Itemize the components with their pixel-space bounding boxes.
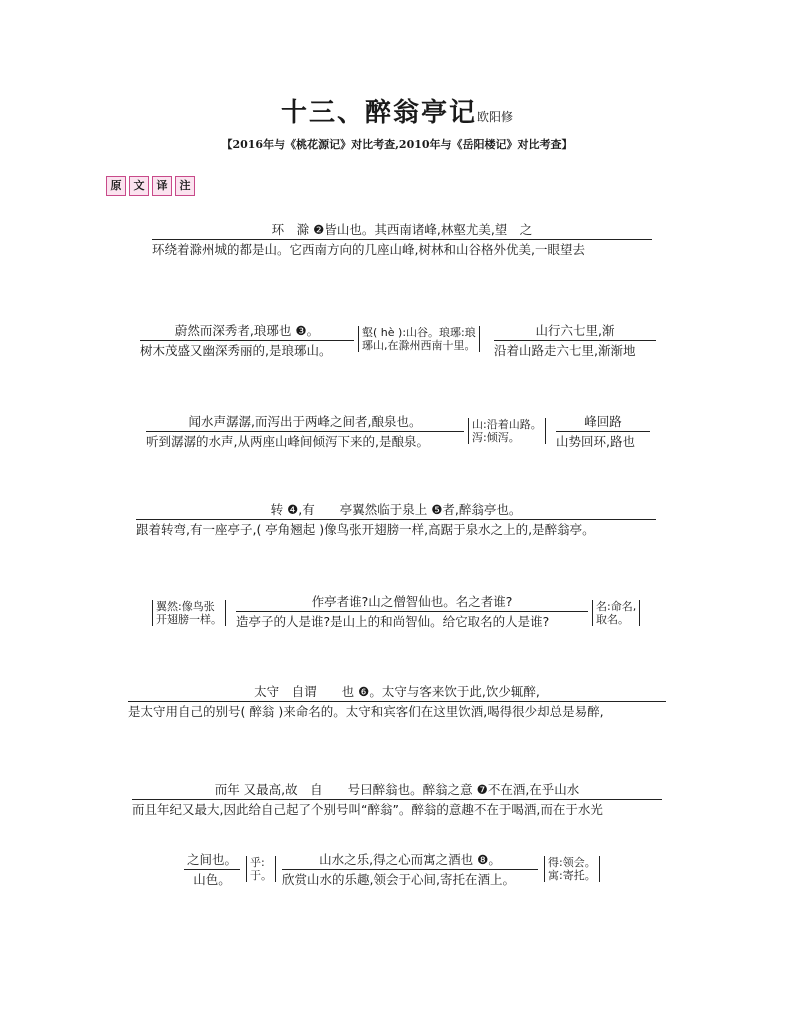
section-tags bbox=[106, 176, 195, 196]
divider bbox=[152, 239, 652, 240]
translation-text: 造亭子的人是谁?是山上的和尚智仙。给它取名的人是谁? bbox=[236, 614, 550, 629]
note-line: 得:领会。 bbox=[548, 856, 596, 869]
tag-yi: 译 bbox=[152, 176, 172, 196]
original-text: 峰回路 bbox=[584, 414, 622, 429]
annotation-note bbox=[468, 418, 546, 444]
title-text: 十三、醉翁亭记 bbox=[280, 98, 477, 128]
passage-block bbox=[282, 852, 538, 888]
tag-wen: 文 bbox=[129, 176, 149, 196]
divider bbox=[494, 340, 656, 341]
translation-text: 听到潺潺的水声,从两座山峰间倾泻下来的,是酿泉。 bbox=[146, 434, 429, 449]
original-text: 闻水声潺潺,而泻出于两峰之间者,酿泉也。 bbox=[188, 414, 422, 429]
original-text: 之间也。 bbox=[186, 852, 237, 867]
annotation-note bbox=[152, 600, 226, 626]
passage-block bbox=[236, 594, 588, 630]
passage-block bbox=[136, 502, 656, 538]
passage-block bbox=[556, 414, 650, 450]
translation-text: 是太守用自己的别号( 醉翁 )来命名的。太守和宾客们在这里饮酒,喝得很少却总是易醉, bbox=[128, 704, 604, 719]
translation-text: 环绕着滁州城的都是山。它西南方向的几座山峰,树林和山谷格外优美,一眼望去 bbox=[152, 242, 585, 257]
passage-block bbox=[128, 684, 666, 720]
original-text: 而年 又最高,故 自 号曰醉翁也。醉翁之意 ❼不在酒,在乎山水 bbox=[214, 782, 580, 797]
annotation-note bbox=[592, 600, 640, 626]
note-line: 于。 bbox=[250, 869, 272, 882]
divider bbox=[136, 519, 656, 520]
divider bbox=[236, 611, 588, 612]
passage-block bbox=[146, 414, 464, 450]
tag-zhu: 注 bbox=[175, 176, 195, 196]
passage-block bbox=[140, 323, 354, 359]
original-text: 山行六七里,渐 bbox=[535, 323, 615, 338]
original-text: 环 滁 ❷皆山也。其西南诸峰,林壑尤美,望 之 bbox=[271, 222, 533, 237]
note-line: 开翅膀一样。 bbox=[156, 613, 222, 626]
exam-note: 【2016年与《桃花源记》对比考查,2010年与《岳阳楼记》对比考查】 bbox=[221, 138, 573, 151]
divider bbox=[132, 799, 662, 800]
passage-block bbox=[494, 323, 656, 359]
translation-text: 山势回环,路也 bbox=[556, 434, 635, 449]
original-text: 蔚然而深秀者,琅琊也 ❸。 bbox=[174, 323, 320, 338]
note-line: 乎: bbox=[250, 856, 265, 869]
translation-text: 而且年纪又最大,因此给自己起了个别号叫“醉翁”。醉翁的意趣不在于喝酒,而在于水光 bbox=[132, 802, 603, 817]
annotation-note bbox=[358, 326, 480, 352]
passage-block bbox=[152, 222, 652, 258]
passage-block bbox=[184, 852, 240, 888]
divider bbox=[140, 340, 354, 341]
annotation-note bbox=[544, 856, 600, 882]
note-line: 寓:寄托。 bbox=[548, 869, 596, 882]
divider bbox=[128, 701, 666, 702]
original-text: 转 ❹,有 亭翼然临于泉上 ❺者,醉翁亭也。 bbox=[270, 502, 522, 517]
note-line: 泻:倾泻。 bbox=[472, 431, 520, 444]
translation-text: 树木茂盛又幽深秀丽的,是琅琊山。 bbox=[140, 343, 332, 358]
original-text: 山水之乐,得之心而寓之酒也 ❽。 bbox=[319, 852, 501, 867]
translation-text: 沿着山路走六七里,渐渐地 bbox=[494, 343, 636, 358]
translation-text: 欣赏山水的乐趣,领会于心间,寄托在酒上。 bbox=[282, 872, 515, 887]
tag-yuan: 原 bbox=[106, 176, 126, 196]
page-title bbox=[0, 92, 794, 129]
note-line: 翼然:像鸟张 bbox=[156, 600, 215, 613]
divider bbox=[184, 869, 240, 870]
translation-text: 山色。 bbox=[193, 872, 231, 887]
note-line: 琊山,在滁州西南十里。 bbox=[362, 339, 476, 352]
passage-block bbox=[132, 782, 662, 818]
original-text: 太守 自谓 也 ❻。太守与客来饮于此,饮少辄醉, bbox=[254, 684, 540, 699]
divider bbox=[556, 431, 650, 432]
translation-text: 跟着转弯,有一座亭子,( 亭角翘起 )像鸟张开翅膀一样,高踞于泉水之上的,是醉翁亭。 bbox=[136, 522, 595, 537]
note-line: 取名。 bbox=[596, 613, 629, 626]
note-line: 壑( hè ):山谷。琅琊:琅 bbox=[362, 326, 476, 339]
note-line: 名:命名, bbox=[596, 600, 637, 613]
original-text: 作亭者谁?山之僧智仙也。名之者谁? bbox=[311, 594, 513, 609]
divider bbox=[282, 869, 538, 870]
annotation-note bbox=[246, 856, 276, 882]
note-line: 山:沿着山路。 bbox=[472, 418, 542, 431]
divider bbox=[146, 431, 464, 432]
author-name: 欧阳修 bbox=[477, 110, 514, 124]
